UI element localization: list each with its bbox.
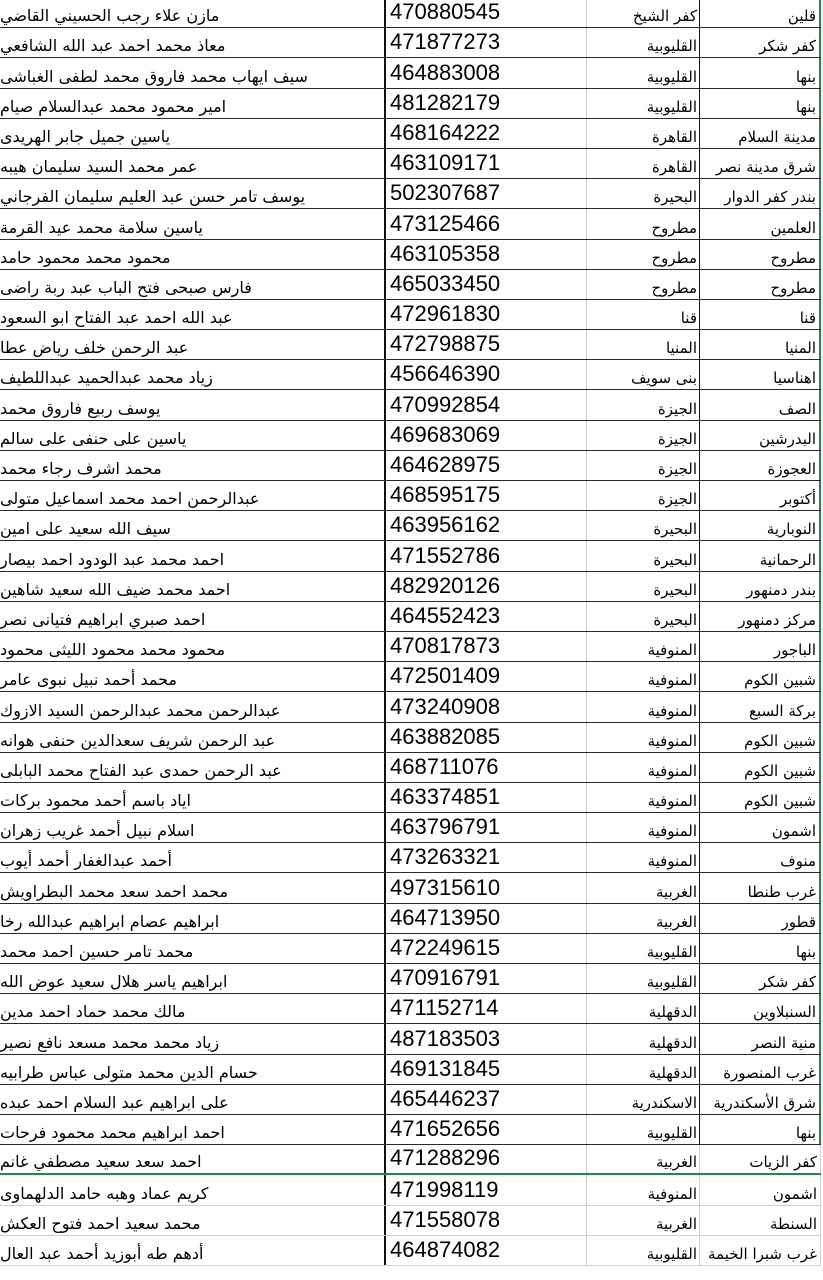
- district-cell[interactable]: غرب طنطا: [700, 873, 821, 902]
- district-cell[interactable]: شرق مدينة نصر: [700, 149, 821, 178]
- name-cell[interactable]: محمد اشرف رجاء محمد: [0, 451, 386, 480]
- table-row: [0, 692, 821, 722]
- id-number-cell[interactable]: 482920126: [386, 572, 587, 601]
- district-cell[interactable]: شبين الكوم: [700, 753, 821, 782]
- governorate-cell[interactable]: القاهرة: [587, 149, 700, 178]
- district-cell[interactable]: قطور: [700, 904, 821, 933]
- table-row: [0, 330, 821, 360]
- district-cell[interactable]: بندر كفر الدوار: [700, 179, 821, 208]
- id-number-cell[interactable]: 472501409: [386, 662, 587, 691]
- governorate-cell[interactable]: المنوفية: [587, 662, 700, 691]
- table-row: [0, 360, 821, 390]
- district-cell[interactable]: اهناسيا: [700, 360, 821, 389]
- governorate-cell[interactable]: الجيزة: [587, 421, 700, 450]
- name-cell[interactable]: احمد سعد سعيد مصطفي غانم: [0, 1145, 386, 1173]
- district-cell[interactable]: شرق الأسكندرية: [700, 1085, 821, 1114]
- governorate-cell[interactable]: الاسكندرية: [587, 1085, 700, 1114]
- name-cell[interactable]: عبد الرحمن حمدى عبد الفتاح محمد البابلى: [0, 753, 386, 782]
- table-row: [0, 964, 821, 994]
- governorate-cell[interactable]: المنوفية: [587, 632, 700, 661]
- name-cell[interactable]: فارس صبحى فتح الباب عبد ربة راضى: [0, 270, 386, 299]
- name-cell[interactable]: اسلام نبيل أحمد غريب زهران: [0, 813, 386, 842]
- table-row: [0, 723, 821, 753]
- table-row: [0, 602, 821, 632]
- table-row: [0, 843, 821, 873]
- id-number-cell[interactable]: 487183503: [386, 1024, 587, 1053]
- name-cell[interactable]: ياسين جميل جابر الهريدى: [0, 119, 386, 148]
- table-row: [0, 0, 821, 28]
- table-row: [0, 209, 821, 239]
- name-cell[interactable]: محمود محمد محمود الليثى محمود: [0, 632, 386, 661]
- governorate-cell[interactable]: البحيرة: [587, 179, 700, 208]
- name-cell[interactable]: محمد تامر حسين احمد محمد: [0, 934, 386, 963]
- governorate-cell[interactable]: المنوفية: [587, 843, 700, 872]
- id-number-cell[interactable]: 468711076: [386, 753, 587, 782]
- governorate-cell[interactable]: الغربية: [587, 904, 700, 933]
- governorate-cell[interactable]: الجيزة: [587, 390, 700, 419]
- id-number-cell[interactable]: 464883008: [386, 58, 587, 87]
- district-cell[interactable]: بنها: [700, 89, 821, 118]
- name-cell[interactable]: على ابراهيم عبد السلام احمد عبده: [0, 1085, 386, 1114]
- governorate-cell[interactable]: المنوفية: [587, 723, 700, 752]
- district-cell[interactable]: منية النصر: [700, 1024, 821, 1053]
- id-number-cell[interactable]: 473240908: [386, 692, 587, 721]
- district-cell[interactable]: شبين الكوم: [700, 783, 821, 812]
- name-cell[interactable]: احمد صبري ابراهيم فتيانى نصر: [0, 602, 386, 631]
- table-row: [0, 481, 821, 511]
- district-cell[interactable]: النوبارية: [700, 511, 821, 540]
- table-row: [0, 934, 821, 964]
- name-cell[interactable]: يوسف ربيع فاروق محمد: [0, 390, 386, 419]
- name-cell[interactable]: أحمد عبدالغفار أحمد أيوب: [0, 843, 386, 872]
- district-cell[interactable]: غرب شبرا الخيمة: [700, 1236, 821, 1265]
- table-row: [0, 1206, 821, 1236]
- id-number-cell[interactable]: 464628975: [386, 451, 587, 480]
- id-number-cell[interactable]: 471552786: [386, 541, 587, 570]
- governorate-cell[interactable]: المنوفية: [587, 1175, 700, 1204]
- table-row: [0, 451, 821, 481]
- id-number-cell[interactable]: 463105358: [386, 240, 587, 269]
- district-cell[interactable]: أكتوبر: [700, 481, 821, 510]
- name-cell[interactable]: ابراهيم عصام ابراهيم عبدالله رخا: [0, 904, 386, 933]
- id-number-cell[interactable]: 481282179: [386, 89, 587, 118]
- district-cell[interactable]: كفر الزيات: [700, 1145, 821, 1173]
- name-cell[interactable]: امير محمود محمد عبدالسلام صيام: [0, 89, 386, 118]
- table-row: [0, 58, 821, 88]
- table-row: [0, 753, 821, 783]
- table-row: [0, 813, 821, 843]
- table-row: [0, 994, 821, 1024]
- name-cell[interactable]: مالك محمد حماد احمد مدين: [0, 994, 386, 1023]
- id-number-cell[interactable]: 469131845: [386, 1055, 587, 1084]
- name-cell[interactable]: عبد الرحمن شريف سعدالدين حنفى هوانه: [0, 723, 386, 752]
- table-row: [0, 1085, 821, 1115]
- name-cell[interactable]: احمد ابراهيم محمد محمود فرحات: [0, 1115, 386, 1144]
- table-row: [0, 149, 821, 179]
- table-row: [0, 783, 821, 813]
- table-row: [0, 662, 821, 692]
- id-number-cell[interactable]: 470992854: [386, 390, 587, 419]
- governorate-cell[interactable]: المنوفية: [587, 753, 700, 782]
- district-cell[interactable]: الرحمانية: [700, 541, 821, 570]
- table-row: [0, 572, 821, 602]
- governorate-cell[interactable]: القليوبية: [587, 934, 700, 963]
- table-row: [0, 904, 821, 934]
- table-row: [0, 270, 821, 300]
- district-cell[interactable]: منوف: [700, 843, 821, 872]
- name-cell[interactable]: عبد الرحمن خلف رياض عطا: [0, 330, 386, 359]
- id-number-cell[interactable]: 472249615: [386, 934, 587, 963]
- id-number-cell[interactable]: 472798875: [386, 330, 587, 359]
- id-number-cell[interactable]: 463882085: [386, 723, 587, 752]
- name-cell[interactable]: ياسين سلامة محمد عيد القرمة: [0, 209, 386, 238]
- governorate-cell[interactable]: الغربية: [587, 873, 700, 902]
- name-cell[interactable]: معاذ محمد احمد عبد الله الشافعي: [0, 28, 386, 57]
- table-row: [0, 390, 821, 420]
- id-number-cell[interactable]: 468595175: [386, 481, 587, 510]
- name-cell[interactable]: سيف الله سعيد على امين: [0, 511, 386, 540]
- id-number-cell[interactable]: 472961830: [386, 300, 587, 329]
- governorate-cell[interactable]: الدقهلية: [587, 1024, 700, 1053]
- table-row: [0, 119, 821, 149]
- governorate-cell[interactable]: القليوبية: [587, 89, 700, 118]
- table-row: [0, 240, 821, 270]
- id-number-cell[interactable]: 465033450: [386, 270, 587, 299]
- governorate-cell[interactable]: القليوبية: [587, 28, 700, 57]
- name-cell[interactable]: ابراهيم ياسر هلال سعيد عوض الله: [0, 964, 386, 993]
- district-cell[interactable]: المنيا: [700, 330, 821, 359]
- district-cell[interactable]: شبين الكوم: [700, 662, 821, 691]
- table-row: [0, 873, 821, 903]
- name-cell[interactable]: زياد محمد محمد مسعد نافع نصير: [0, 1024, 386, 1053]
- table-row: [0, 421, 821, 451]
- table-row: [0, 1145, 821, 1175]
- district-cell[interactable]: بنها: [700, 58, 821, 87]
- id-number-cell[interactable]: 471652656: [386, 1115, 587, 1144]
- district-cell[interactable]: العجوزة: [700, 451, 821, 480]
- id-number-cell[interactable]: 473125466: [386, 209, 587, 238]
- governorate-cell[interactable]: مطروح: [587, 240, 700, 269]
- district-cell[interactable]: البدرشين: [700, 421, 821, 450]
- name-cell[interactable]: يوسف تامر حسن عبد العليم سليمان الفرجاني: [0, 179, 386, 208]
- table-row: [0, 1115, 821, 1145]
- table-row: [0, 89, 821, 119]
- governorate-cell[interactable]: كفر الشيخ: [587, 0, 700, 27]
- governorate-cell[interactable]: الجيزة: [587, 481, 700, 510]
- table-row: [0, 541, 821, 571]
- name-cell[interactable]: عمر محمد السيد سليمان هيبه: [0, 149, 386, 178]
- name-cell[interactable]: محمد احمد سعد محمد البطراويش: [0, 873, 386, 902]
- governorate-cell[interactable]: القاهرة: [587, 119, 700, 148]
- governorate-cell[interactable]: البحيرة: [587, 541, 700, 570]
- district-cell[interactable]: كفر شكر: [700, 28, 821, 57]
- id-number-cell[interactable]: 465446237: [386, 1085, 587, 1114]
- name-cell[interactable]: احمد محمد عبد الودود احمد بيصار: [0, 541, 386, 570]
- table-row: [0, 1024, 821, 1054]
- district-cell[interactable]: بنها: [700, 934, 821, 963]
- district-cell[interactable]: اشمون: [700, 813, 821, 842]
- district-cell[interactable]: مطروح: [700, 240, 821, 269]
- governorate-cell[interactable]: الغربية: [587, 1145, 700, 1173]
- governorate-cell[interactable]: المنوفية: [587, 692, 700, 721]
- governorate-cell[interactable]: القليوبية: [587, 964, 700, 993]
- district-cell[interactable]: غرب المنصورة: [700, 1055, 821, 1084]
- district-cell[interactable]: السنبلاوين: [700, 994, 821, 1023]
- governorate-cell[interactable]: مطروح: [587, 270, 700, 299]
- district-cell[interactable]: شبين الكوم: [700, 723, 821, 752]
- district-cell[interactable]: بنها: [700, 1115, 821, 1144]
- governorate-cell[interactable]: المنوفية: [587, 783, 700, 812]
- id-number-cell[interactable]: 471998119: [386, 1175, 587, 1204]
- governorate-cell[interactable]: مطروح: [587, 209, 700, 238]
- id-number-cell[interactable]: 464874082: [386, 1236, 587, 1265]
- name-cell[interactable]: محمد أحمد نبيل نبوى عامر: [0, 662, 386, 691]
- id-number-cell[interactable]: 463796791: [386, 813, 587, 842]
- district-cell[interactable]: بندر دمنهور: [700, 572, 821, 601]
- name-cell[interactable]: محمود محمد محمود حامد: [0, 240, 386, 269]
- id-number-cell[interactable]: 502307687: [386, 179, 587, 208]
- name-cell[interactable]: كريم عماد وهبه حامد الدلهماوى: [0, 1175, 386, 1204]
- name-cell[interactable]: عبد الله احمد عبد الفتاح ابو السعود: [0, 300, 386, 329]
- name-cell[interactable]: ياسين على حنفى على سالم: [0, 421, 386, 450]
- id-number-cell[interactable]: 471288296: [386, 1145, 587, 1173]
- district-cell[interactable]: مركز دمنهور: [700, 602, 821, 631]
- governorate-cell[interactable]: الدقهلية: [587, 1055, 700, 1084]
- id-number-cell[interactable]: 473263321: [386, 843, 587, 872]
- id-number-cell[interactable]: 463109171: [386, 149, 587, 178]
- name-cell[interactable]: احمد محمد ضيف الله سعيد شاهين: [0, 572, 386, 601]
- name-cell[interactable]: مازن علاء رجب الحسيني القاضي: [0, 0, 386, 27]
- id-number-cell[interactable]: 468164222: [386, 119, 587, 148]
- district-cell[interactable]: بركة السبع: [700, 692, 821, 721]
- governorate-cell[interactable]: الغربية: [587, 1206, 700, 1235]
- governorate-cell[interactable]: الجيزة: [587, 451, 700, 480]
- table-row: [0, 300, 821, 330]
- governorate-cell[interactable]: القليوبية: [587, 1236, 700, 1265]
- table-row: [0, 511, 821, 541]
- name-cell[interactable]: أدهم طه أبوزيد أحمد عبد العال: [0, 1236, 386, 1265]
- district-cell[interactable]: مدينة السلام: [700, 119, 821, 148]
- district-cell[interactable]: الصف: [700, 390, 821, 419]
- id-number-cell[interactable]: 463956162: [386, 511, 587, 540]
- governorate-cell[interactable]: المنوفية: [587, 813, 700, 842]
- id-number-cell[interactable]: 471152714: [386, 994, 587, 1023]
- id-number-cell[interactable]: 470817873: [386, 632, 587, 661]
- name-cell[interactable]: عبدالرحمن احمد محمد اسماعيل متولى: [0, 481, 386, 510]
- table-row: [0, 1055, 821, 1085]
- table-row: [0, 1175, 821, 1205]
- governorate-cell[interactable]: البحيرة: [587, 511, 700, 540]
- governorate-cell[interactable]: القليوبية: [587, 58, 700, 87]
- id-number-cell[interactable]: 497315610: [386, 873, 587, 902]
- governorate-cell[interactable]: المنيا: [587, 330, 700, 359]
- id-number-cell[interactable]: 464713950: [386, 904, 587, 933]
- id-number-cell[interactable]: 469683069: [386, 421, 587, 450]
- id-number-cell[interactable]: 471877273: [386, 28, 587, 57]
- name-cell[interactable]: سيف ايهاب محمد فاروق محمد لطفى الغباشى: [0, 58, 386, 87]
- table-row: [0, 1236, 821, 1266]
- governorate-cell[interactable]: الدقهلية: [587, 994, 700, 1023]
- name-cell[interactable]: زياد محمد عبدالحميد عبداللطيف: [0, 360, 386, 389]
- district-cell[interactable]: اشمون: [700, 1175, 821, 1204]
- district-cell[interactable]: الباجور: [700, 632, 821, 661]
- district-cell[interactable]: السنطة: [700, 1206, 821, 1235]
- governorate-cell[interactable]: قنا: [587, 300, 700, 329]
- table-row: [0, 28, 821, 58]
- table-row: [0, 179, 821, 209]
- table-row: [0, 632, 821, 662]
- id-number-cell[interactable]: 456646390: [386, 360, 587, 389]
- district-cell[interactable]: قنا: [700, 300, 821, 329]
- district-cell[interactable]: كفر شكر: [700, 964, 821, 993]
- id-number-cell[interactable]: 463374851: [386, 783, 587, 812]
- district-cell[interactable]: قلين: [700, 0, 821, 27]
- id-number-cell[interactable]: 464552423: [386, 602, 587, 631]
- district-cell[interactable]: مطروح: [700, 270, 821, 299]
- governorate-cell[interactable]: البحيرة: [587, 572, 700, 601]
- name-cell[interactable]: اياد باسم أحمد محمود بركات: [0, 783, 386, 812]
- name-cell[interactable]: محمد سعيد احمد فتوح العكش: [0, 1206, 386, 1235]
- governorate-cell[interactable]: بنى سويف: [587, 360, 700, 389]
- governorate-cell[interactable]: القليوبية: [587, 1115, 700, 1144]
- district-cell[interactable]: العلمين: [700, 209, 821, 238]
- id-number-cell[interactable]: 471558078: [386, 1206, 587, 1235]
- governorate-cell[interactable]: البحيرة: [587, 602, 700, 631]
- name-cell[interactable]: حسام الدين محمد متولى عباس طرابيه: [0, 1055, 386, 1084]
- id-number-cell[interactable]: 470916791: [386, 964, 587, 993]
- name-cell[interactable]: عبدالرحمن محمد عبدالرحمن السيد الازوك: [0, 692, 386, 721]
- id-number-cell[interactable]: 470880545: [386, 0, 587, 27]
